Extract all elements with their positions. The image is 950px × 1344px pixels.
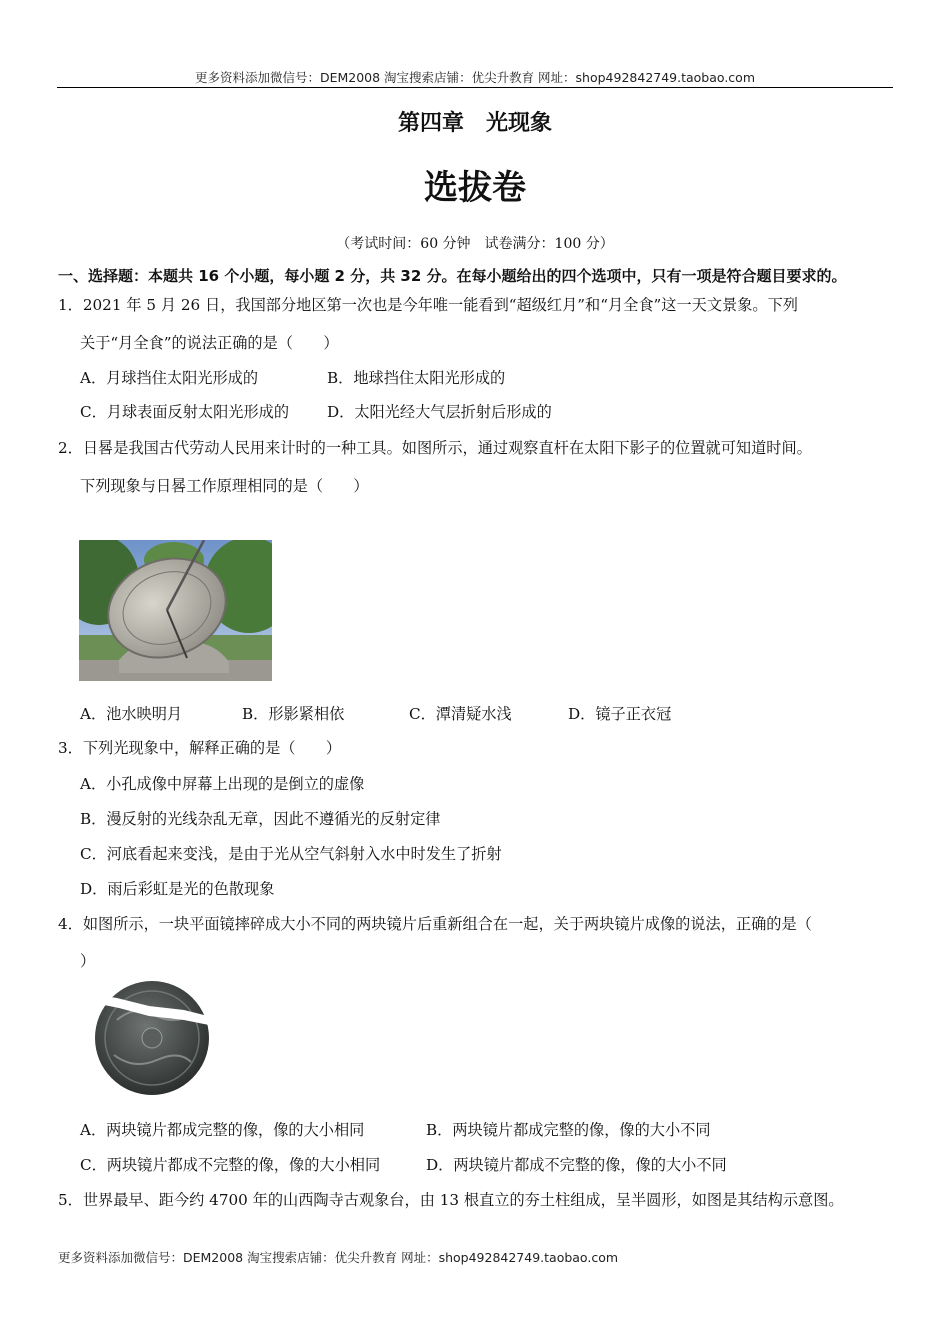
q3-option-b: B．漫反射的光线杂乱无章，因此不遵循光的反射定律 bbox=[80, 810, 441, 828]
page-footer: 更多资料添加微信号：DEM2008 淘宝搜索店铺：优尖升教育 网址：shop492842749.taobao.com bbox=[58, 1250, 619, 1265]
question-4-line-2: ） bbox=[80, 952, 96, 970]
question-5-line-1: 5．世界最早、距今约 4700 年的山西陶寺古观象台，由 13 根直立的夯土柱组成，呈半圆形，如图是其结构示意图。 bbox=[58, 1191, 844, 1209]
q2-option-b: B．形影紧相依 bbox=[242, 705, 345, 723]
page-header: 更多资料添加微信号：DEM2008 淘宝搜索店铺：优尖升教育 网址：shop492842749.taobao.com bbox=[194, 70, 756, 85]
q1-option-c: C．月球表面反射太阳光形成的 bbox=[80, 403, 290, 421]
q1-option-b: B．地球挡住太阳光形成的 bbox=[327, 369, 506, 387]
q4-option-d: D．两块镜片都成不完整的像，像的大小不同 bbox=[426, 1156, 727, 1174]
q1-option-a: A．月球挡住太阳光形成的 bbox=[80, 369, 259, 387]
header-divider bbox=[57, 87, 893, 88]
exam-info: （考试时间：60 分钟 试卷满分：100 分） bbox=[336, 236, 614, 252]
question-2-line-1: 2．日晷是我国古代劳动人民用来计时的一种工具。如图所示，通过观察直杆在太阳下影子的位置就可知道时间。 bbox=[58, 439, 812, 457]
q4-option-c: C．两块镜片都成不完整的像，像的大小相同 bbox=[80, 1156, 381, 1174]
page-title: 选拔卷 bbox=[424, 168, 526, 208]
q2-option-c: C．潭清疑水浅 bbox=[409, 705, 512, 723]
q2-option-a: A．池水映明月 bbox=[80, 705, 183, 723]
broken-mirror-photo bbox=[79, 980, 224, 1097]
q4-option-a: A．两块镜片都成完整的像，像的大小相同 bbox=[80, 1121, 365, 1139]
q1-option-d: D．太阳光经大气层折射后形成的 bbox=[327, 403, 552, 421]
chapter-title: 第四章 光现象 bbox=[397, 110, 552, 136]
q3-option-c: C．河底看起来变浅，是由于光从空气斜射入水中时发生了折射 bbox=[80, 845, 502, 863]
q2-option-d: D．镜子正衣冠 bbox=[568, 705, 672, 723]
q3-option-a: A．小孔成像中屏幕上出现的是倒立的虚像 bbox=[80, 775, 365, 793]
sundial-photo bbox=[79, 540, 272, 681]
q3-option-d: D．雨后彩虹是光的色散现象 bbox=[80, 880, 275, 898]
question-2-line-2: 下列现象与日晷工作原理相同的是（ ） bbox=[80, 477, 369, 495]
question-1-line-1: 1．2021 年 5 月 26 日，我国部分地区第一次也是今年唯一能看到“超级红月”和“月全食”这一天文景象。下列 bbox=[58, 296, 798, 314]
question-1-line-2: 关于“月全食”的说法正确的是（ ） bbox=[80, 334, 339, 352]
section-heading: 一、选择题：本题共 16 个小题，每小题 2 分，共 32 分。在每小题给出的四个选项中，只有一项是符合题目要求的。 bbox=[58, 267, 847, 285]
question-3-line-1: 3．下列光现象中，解释正确的是（ ） bbox=[58, 739, 342, 757]
q4-option-b: B．两块镜片都成完整的像，像的大小不同 bbox=[426, 1121, 711, 1139]
question-4-line-1: 4．如图所示，一块平面镜摔碎成大小不同的两块镜片后重新组合在一起，关于两块镜片成像的说法，正确的是（ bbox=[58, 915, 812, 933]
